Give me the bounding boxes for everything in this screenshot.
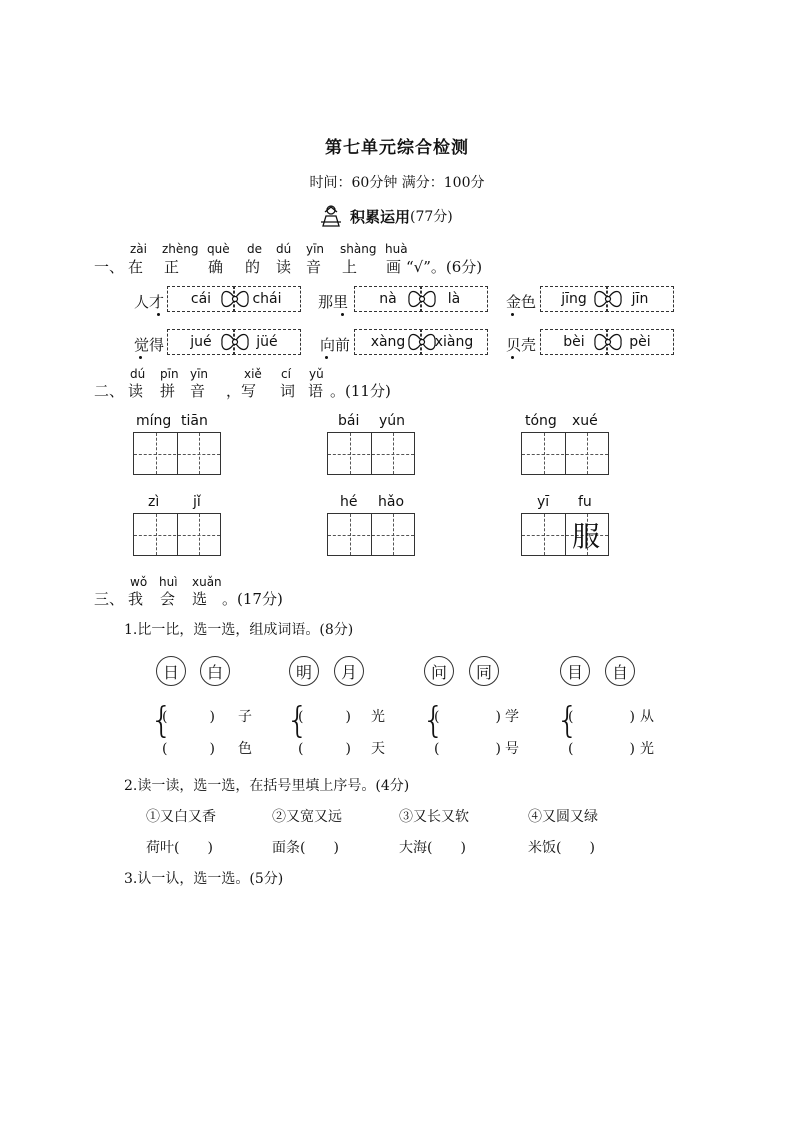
q1-py-1: zhèng [162,242,199,256]
emphasis-dot [341,313,344,316]
grid1-py2: yún [379,413,406,429]
word-end: 光 [371,709,385,725]
q2-char-0: 读 [128,382,144,400]
option-4: ④又圆又绿 [528,809,598,825]
emphasis-dot [511,313,514,316]
word-end: 从 [640,709,654,725]
writing-grid-3[interactable] [133,513,221,556]
q2-py-5: yǔ [309,367,324,381]
curly-brace: { [422,700,445,741]
q3-char-0: 我 [128,590,144,608]
char-circle[interactable]: 自 [605,656,635,686]
blank-paren[interactable]: ( ) [162,709,215,725]
q1-word-4: 向前 [320,336,351,354]
section-label: 积累运用 [350,207,411,226]
char-circle[interactable]: 月 [334,656,364,686]
bow-icon [406,329,438,355]
q1-word-2: 金色 [506,293,537,311]
q2-char-3: ，写 [226,382,257,400]
bow-icon [219,286,251,312]
q3-sub3-label: 3.认一认，选一选。(5分) [124,871,284,887]
char-circle[interactable]: 目 [560,656,590,686]
blank-paren[interactable]: ( ) [434,709,501,725]
q1-char-7: 画 [386,258,402,276]
q3-py-0: wǒ [130,575,148,589]
q1-option-3a[interactable]: jué [167,329,235,355]
option-2: ②又宽又远 [272,809,342,825]
blank-paren[interactable]: ( ) [162,741,215,757]
q3-py-1: huì [159,575,178,589]
q1-number: 一、 [94,258,125,276]
writing-grid-2[interactable] [521,432,609,475]
q1-char-4: 读 [276,258,292,276]
grid2-py2: xué [572,413,598,429]
grid5-py1: yī [537,494,550,510]
grid0-given [176,433,220,474]
curly-brace: { [286,700,309,741]
blank-paren[interactable]: ( ) [568,741,635,757]
grid4-py1: hé [340,494,358,510]
word-end: 号 [505,741,519,757]
reading-girl-icon [318,204,344,228]
q2-char-4: 词 [280,382,296,400]
char-circle[interactable]: 日 [156,656,186,686]
bow-icon [592,329,624,355]
curly-brace: { [556,700,579,741]
q1-option-4a[interactable]: xàng [354,329,422,355]
char-circle[interactable]: 明 [289,656,319,686]
q3-number: 三、 [94,590,125,608]
q1-py-6: shàng [340,242,377,256]
q1-instruction-tail: “√”。(6分) [406,258,483,276]
q1-option-2a[interactable]: jīng [540,286,608,312]
q1-option-0a[interactable]: cái [167,286,235,312]
bow-icon [219,329,251,355]
blank-lotus-leaf[interactable]: 荷叶( ) [146,840,213,856]
q3-instruction-tail: 。(17分) [222,590,283,608]
grid3-given [176,514,220,555]
q1-option-4b[interactable]: xiàng [420,329,488,355]
q2-char-1: 拼 [160,382,176,400]
grid3-py2: jǐ [193,494,201,510]
q1-char-0: 在 [128,258,144,276]
q3-py-2: xuǎn [192,575,222,589]
q1-word-3: 觉得 [134,336,165,354]
char-circle[interactable]: 同 [469,656,499,686]
writing-grid-1[interactable] [327,432,415,475]
q1-char-2: 确 [208,258,224,276]
writing-grid-4[interactable] [327,513,415,556]
q2-py-3: xiě [244,367,262,381]
q1-py-3: de [247,242,262,256]
writing-grid-0[interactable] [133,432,221,475]
q2-instruction-tail: 。(11分) [330,382,391,400]
emphasis-dot [325,356,328,359]
q1-py-4: dú [276,242,292,256]
q2-char-2: 音 [190,382,206,400]
blank-sea[interactable]: 大海( ) [399,840,466,856]
q1-option-5a[interactable]: bèi [540,329,608,355]
option-1: ①又白又香 [146,809,216,825]
grid2-given [564,433,608,474]
q2-py-4: cí [281,367,291,381]
page-title: 第七单元综合检测 [325,138,469,158]
grid4-py2: hǎo [378,494,405,510]
grid4-given [370,514,414,555]
exam-info: 时间：60分钟 满分：100分 [309,175,485,191]
grid2-py1: tóng [525,413,557,429]
q1-option-3b[interactable]: jüé [233,329,301,355]
q1-word-0: 人才 [134,293,165,311]
q3-sub1-label: 1.比一比，选一选，组成词语。(8分) [124,622,354,638]
q1-char-3: 的 [245,258,261,276]
emphasis-dot [157,313,160,316]
q2-py-0: dú [130,367,146,381]
emphasis-dot [511,356,514,359]
q1-option-5b[interactable]: pèi [606,329,674,355]
q1-py-0: zài [130,242,147,256]
blank-rice[interactable]: 米饭( ) [528,840,595,856]
grid5-given: 服 [571,519,600,553]
word-end: 天 [371,741,385,757]
q1-py-2: què [207,242,230,256]
blank-noodles[interactable]: 面条( ) [272,840,339,856]
word-end: 学 [505,709,519,725]
section-score: (77分) [410,209,453,225]
q2-char-5: 语 [308,382,324,400]
option-3: ③又长又软 [399,809,469,825]
grid5-py2: fu [578,494,592,510]
grid1-py1: bái [338,413,360,429]
q2-py-2: yīn [190,367,209,381]
blank-paren[interactable]: ( ) [568,709,635,725]
word-end: 光 [640,741,654,757]
bow-icon [592,286,624,312]
grid1-given [370,433,414,474]
q3-char-1: 会 [160,590,176,608]
bow-icon [406,286,438,312]
word-end: 色 [238,741,252,757]
grid0-py2: tiān [181,413,208,429]
q1-word-5: 贝壳 [506,336,537,354]
blank-paren[interactable]: ( ) [298,741,351,757]
q3-sub2-label: 2.读一读，选一选，在括号里填上序号。(4分) [124,778,410,794]
q1-py-5: yīn [306,242,325,256]
blank-paren[interactable]: ( ) [298,709,351,725]
char-circle[interactable]: 白 [200,656,230,686]
q1-option-0b[interactable]: chái [233,286,301,312]
q1-char-6: 上 [342,258,358,276]
q1-char-1: 正 [164,258,180,276]
q1-py-7: huà [385,242,408,256]
q3-char-2: 选 [192,590,208,608]
q2-py-1: pīn [160,367,179,381]
q1-option-1a[interactable]: nà [354,286,422,312]
q1-word-1: 那里 [318,293,349,311]
grid3-py1: zì [148,494,160,510]
word-end: 子 [238,709,252,725]
q2-number: 二、 [94,382,125,400]
section-banner [318,204,453,228]
grid0-py1: míng [136,413,172,429]
writing-grid-5[interactable] [521,513,609,556]
q1-option-1b[interactable]: là [420,286,488,312]
emphasis-dot [139,356,142,359]
blank-paren[interactable]: ( ) [434,741,501,757]
char-circle[interactable]: 问 [424,656,454,686]
q1-char-5: 音 [306,258,322,276]
curly-brace: { [150,700,173,741]
q1-option-2b[interactable]: jīn [606,286,674,312]
